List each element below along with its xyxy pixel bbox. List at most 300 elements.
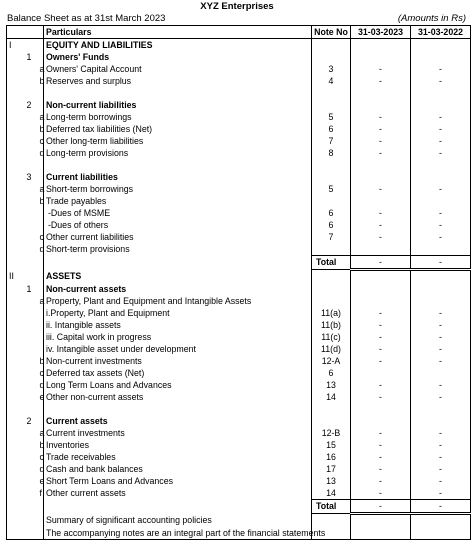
row-roman-numeral xyxy=(7,415,21,427)
row-note-no: 6 xyxy=(312,207,351,219)
row-note-no: 11(a) xyxy=(312,307,351,319)
row-roman-numeral xyxy=(7,379,21,391)
row-value-2023: - xyxy=(351,427,411,439)
table-row xyxy=(7,147,471,159)
row-note-no xyxy=(312,195,351,207)
row-value-2022 xyxy=(411,270,471,284)
row-section-number xyxy=(21,500,38,514)
row-value-2022: - xyxy=(411,487,471,500)
header-row xyxy=(7,26,471,39)
row-value-2023: - xyxy=(351,463,411,475)
row-section-number xyxy=(21,331,38,343)
row-roman-numeral xyxy=(7,195,21,207)
row-note-no: 3 xyxy=(312,63,351,75)
header-note-no: Note No xyxy=(312,26,351,39)
table-row xyxy=(7,514,471,528)
table-row xyxy=(7,39,471,52)
table-row xyxy=(7,219,471,231)
row-section-number xyxy=(21,343,38,355)
row-value-2022: - xyxy=(411,391,471,403)
table-row xyxy=(7,135,471,147)
row-particular: Non-current assets xyxy=(44,283,312,295)
row-section-number xyxy=(21,147,38,159)
row-note-no: 5 xyxy=(312,183,351,195)
table-row xyxy=(7,183,471,195)
row-value-2023: - xyxy=(351,451,411,463)
row-value-2023: - xyxy=(351,135,411,147)
row-value-2023 xyxy=(351,99,411,111)
row-roman-numeral xyxy=(7,63,21,75)
row-section-number xyxy=(21,391,38,403)
row-roman-numeral xyxy=(7,355,21,367)
row-value-2023: - xyxy=(351,475,411,487)
row-note-no xyxy=(312,171,351,183)
table-row xyxy=(7,451,471,463)
row-note-no: 15 xyxy=(312,439,351,451)
row-item-letter: b xyxy=(39,75,45,86)
row-value-2022: - xyxy=(411,451,471,463)
row-section-number xyxy=(21,63,38,75)
row-value-2023 xyxy=(351,403,411,415)
row-note-no: 4 xyxy=(312,75,351,87)
row-value-2022 xyxy=(411,415,471,427)
row-roman-numeral xyxy=(7,243,21,256)
row-section-number: 1 xyxy=(26,51,32,62)
table-row xyxy=(7,427,471,439)
row-roman-numeral xyxy=(7,500,21,514)
row-value-2023: - xyxy=(351,123,411,135)
row-value-2023: - xyxy=(351,391,411,403)
table-row xyxy=(7,331,471,343)
row-value-2023 xyxy=(351,171,411,183)
table-row xyxy=(7,159,471,171)
table-row xyxy=(7,171,471,183)
row-particular: Other current assets xyxy=(44,487,312,500)
row-section-number xyxy=(21,427,38,439)
row-section-number xyxy=(21,295,38,307)
table-row xyxy=(7,99,471,111)
row-item-letter: a xyxy=(39,295,45,306)
row-value-2023: - xyxy=(351,207,411,219)
row-particular xyxy=(44,500,312,514)
row-roman-numeral xyxy=(7,527,21,540)
row-particular: Inventories xyxy=(44,439,312,451)
row-item-letter: d xyxy=(39,379,45,390)
row-particular: Other non-current assets xyxy=(44,391,312,403)
row-value-2022: - xyxy=(411,355,471,367)
row-section-number xyxy=(21,159,38,171)
row-roman-numeral xyxy=(7,207,21,219)
row-roman-numeral xyxy=(7,123,21,135)
row-roman-numeral xyxy=(7,463,21,475)
table-row xyxy=(7,231,471,243)
row-value-2022: - xyxy=(411,135,471,147)
row-value-2022 xyxy=(411,283,471,295)
table-row xyxy=(7,403,471,415)
row-particular: EQUITY AND LIABILITIES xyxy=(44,39,312,52)
row-value-2022: - xyxy=(411,256,471,270)
row-section-number xyxy=(21,39,38,52)
row-item-letter: b xyxy=(39,195,45,206)
row-value-2023 xyxy=(351,270,411,284)
row-note-no: 11(b) xyxy=(312,319,351,331)
row-value-2022: - xyxy=(411,231,471,243)
row-particular: Short-term borrowings xyxy=(44,183,312,195)
row-value-2022 xyxy=(411,99,471,111)
row-value-2023: - xyxy=(351,439,411,451)
row-roman-numeral xyxy=(7,75,21,87)
row-note-no xyxy=(312,270,351,284)
row-value-2022: - xyxy=(411,111,471,123)
row-value-2022: - xyxy=(411,427,471,439)
row-item-letter: a xyxy=(39,111,45,122)
row-particular: Property, Plant and Equipment and Intangible Assets xyxy=(44,295,312,307)
row-item-letter: c xyxy=(39,231,44,242)
row-value-2022: - xyxy=(411,439,471,451)
row-value-2022 xyxy=(411,39,471,52)
table-row xyxy=(7,63,471,75)
row-roman-numeral: II xyxy=(7,270,21,284)
row-value-2022: - xyxy=(411,183,471,195)
row-particular: Summary of significant accounting policies xyxy=(44,514,312,528)
row-section-number xyxy=(21,463,38,475)
row-note-no: 6 xyxy=(312,219,351,231)
row-section-number xyxy=(21,319,38,331)
row-particular: Deferred tax liabilities (Net) xyxy=(44,123,312,135)
table-row xyxy=(7,207,471,219)
row-item-letter: b xyxy=(39,355,45,366)
row-roman-numeral xyxy=(7,367,21,379)
row-section-number xyxy=(21,379,38,391)
row-section-number xyxy=(21,87,38,99)
sheet-subtitle: Balance Sheet as at 31st March 2023 xyxy=(7,13,166,24)
row-item-letter: c xyxy=(39,367,44,378)
table-row xyxy=(7,270,471,284)
row-note-no: 7 xyxy=(312,135,351,147)
row-roman-numeral xyxy=(7,307,21,319)
row-roman-numeral xyxy=(7,439,21,451)
row-item-letter: f xyxy=(39,487,42,498)
row-note-no: 6 xyxy=(312,123,351,135)
row-item-letter: d xyxy=(39,147,45,158)
table-row xyxy=(7,391,471,403)
row-value-2022 xyxy=(411,514,471,528)
row-particular: Cash and bank balances xyxy=(44,463,312,475)
table-row xyxy=(7,295,471,307)
row-value-2023 xyxy=(351,295,411,307)
row-note-no xyxy=(312,99,351,111)
row-section-number xyxy=(21,243,38,256)
row-item-letter: c xyxy=(39,451,44,462)
row-section-number xyxy=(21,219,38,231)
row-section-number xyxy=(21,527,38,540)
row-value-2022 xyxy=(411,527,471,540)
row-value-2023: - xyxy=(351,355,411,367)
row-value-2023 xyxy=(351,51,411,63)
row-roman-numeral xyxy=(7,451,21,463)
row-particular: Trade payables xyxy=(44,195,312,207)
row-item-letter: a xyxy=(39,183,45,194)
row-note-no: 6 xyxy=(312,367,351,379)
row-roman-numeral xyxy=(7,147,21,159)
row-section-number xyxy=(21,367,38,379)
row-section-number: 3 xyxy=(26,171,32,182)
row-value-2022 xyxy=(411,243,471,256)
row-item-letter: d xyxy=(39,463,45,474)
table-row xyxy=(7,463,471,475)
company-name: XYZ Enterprises xyxy=(200,1,274,12)
row-value-2022: - xyxy=(411,307,471,319)
row-particular: Short-term provisions xyxy=(44,243,312,256)
row-particular: Long-term borrowings xyxy=(44,111,312,123)
table-row xyxy=(7,75,471,87)
row-item-letter: a xyxy=(39,427,45,438)
row-roman-numeral xyxy=(7,171,21,183)
header-particulars: Particulars xyxy=(44,26,312,39)
row-value-2022: - xyxy=(411,379,471,391)
row-value-2023: - xyxy=(351,307,411,319)
row-section-number xyxy=(21,514,38,528)
row-value-2022: - xyxy=(411,331,471,343)
row-value-2023 xyxy=(351,159,411,171)
row-section-number: 2 xyxy=(26,415,32,426)
row-particular xyxy=(44,159,312,171)
row-particular: -Dues of MSME xyxy=(44,207,312,219)
row-value-2022 xyxy=(411,51,471,63)
row-value-2022: - xyxy=(411,219,471,231)
row-value-2023 xyxy=(351,283,411,295)
row-particular: ASSETS xyxy=(44,270,312,284)
row-particular: Reserves and surplus xyxy=(44,75,312,87)
row-note-no xyxy=(312,243,351,256)
row-value-2023: - xyxy=(351,63,411,75)
row-item-letter: b xyxy=(39,123,45,134)
row-section-number: 2 xyxy=(26,99,32,110)
row-particular: Current assets xyxy=(44,415,312,427)
row-value-2023 xyxy=(351,415,411,427)
row-roman-numeral xyxy=(7,256,21,270)
row-value-2022: - xyxy=(411,63,471,75)
row-roman-numeral: I xyxy=(7,39,21,52)
row-section-number xyxy=(21,307,38,319)
row-particular: iii. Capital work in progress xyxy=(44,331,312,343)
row-section-number xyxy=(21,270,38,284)
row-item-letter: e xyxy=(39,475,45,486)
row-value-2022: - xyxy=(411,463,471,475)
row-particular: Deferred tax assets (Net) xyxy=(44,367,312,379)
row-value-2022: - xyxy=(411,123,471,135)
row-roman-numeral xyxy=(7,51,21,63)
row-value-2023 xyxy=(351,87,411,99)
row-particular: Long-term provisions xyxy=(44,147,312,159)
table-row xyxy=(7,487,471,500)
row-value-2023: - xyxy=(351,500,411,514)
header-year-2023: 31-03-2023 xyxy=(351,26,411,39)
row-note-no xyxy=(312,514,351,528)
row-value-2023 xyxy=(351,514,411,528)
row-roman-numeral xyxy=(7,514,21,528)
row-value-2022 xyxy=(411,195,471,207)
row-note-no: 14 xyxy=(312,391,351,403)
row-roman-numeral xyxy=(7,319,21,331)
total-row xyxy=(7,256,471,270)
row-value-2023 xyxy=(351,39,411,52)
row-section-number xyxy=(21,439,38,451)
table-row xyxy=(7,439,471,451)
row-roman-numeral xyxy=(7,219,21,231)
row-value-2022 xyxy=(411,171,471,183)
row-particular: Current liabilities xyxy=(44,171,312,183)
row-roman-numeral xyxy=(7,159,21,171)
row-roman-numeral xyxy=(7,87,21,99)
row-particular xyxy=(44,87,312,99)
table-row xyxy=(7,527,471,540)
row-note-no xyxy=(312,87,351,99)
row-section-number xyxy=(21,355,38,367)
row-value-2023: - xyxy=(351,147,411,159)
row-particular: The accompanying notes are an integral part of the financial statements xyxy=(44,527,312,540)
row-roman-numeral xyxy=(7,343,21,355)
row-note-no xyxy=(312,295,351,307)
row-particular: iv. Intangible asset under development xyxy=(44,343,312,355)
row-section-number xyxy=(21,135,38,147)
row-value-2023 xyxy=(351,243,411,256)
row-value-2023: - xyxy=(351,487,411,500)
row-value-2022 xyxy=(411,403,471,415)
row-particular xyxy=(44,256,312,270)
row-note-no: 7 xyxy=(312,231,351,243)
row-value-2023: - xyxy=(351,319,411,331)
row-particular: Short Term Loans and Advances xyxy=(44,475,312,487)
row-section-number xyxy=(21,403,38,415)
row-section-number xyxy=(21,451,38,463)
row-note-no: Total xyxy=(312,256,351,270)
row-roman-numeral xyxy=(7,427,21,439)
row-note-no: 13 xyxy=(312,475,351,487)
row-roman-numeral xyxy=(7,99,21,111)
row-particular: Non-current liabilities xyxy=(44,99,312,111)
total-row xyxy=(7,500,471,514)
row-note-no: Total xyxy=(312,500,351,514)
row-note-no xyxy=(312,415,351,427)
row-item-letter: e xyxy=(39,391,45,402)
row-particular: Owners' Capital Account xyxy=(44,63,312,75)
row-particular: i.Property, Plant and Equipment xyxy=(44,307,312,319)
row-value-2023 xyxy=(351,195,411,207)
row-roman-numeral xyxy=(7,403,21,415)
row-roman-numeral xyxy=(7,111,21,123)
table-row xyxy=(7,111,471,123)
row-value-2023: - xyxy=(351,219,411,231)
row-section-number xyxy=(21,75,38,87)
table-row xyxy=(7,475,471,487)
table-row xyxy=(7,243,471,256)
row-item-letter: c xyxy=(39,135,44,146)
row-note-no: 14 xyxy=(312,487,351,500)
row-particular: Non-current investments xyxy=(44,355,312,367)
table-row xyxy=(7,195,471,207)
row-note-no: 5 xyxy=(312,111,351,123)
row-value-2022 xyxy=(411,295,471,307)
row-note-no: 12-B xyxy=(312,427,351,439)
row-value-2022: - xyxy=(411,343,471,355)
row-value-2022 xyxy=(411,367,471,379)
table-row xyxy=(7,51,471,63)
row-roman-numeral xyxy=(7,135,21,147)
row-note-no: 11(c) xyxy=(312,331,351,343)
row-note-no: 13 xyxy=(312,379,351,391)
row-particular: Current investments xyxy=(44,427,312,439)
row-roman-numeral xyxy=(7,283,21,295)
row-value-2022 xyxy=(411,159,471,171)
row-section-number xyxy=(21,111,38,123)
row-value-2023: - xyxy=(351,343,411,355)
row-value-2022: - xyxy=(411,147,471,159)
row-particular: Other long-term liabilities xyxy=(44,135,312,147)
row-note-no: 8 xyxy=(312,147,351,159)
row-value-2023 xyxy=(351,367,411,379)
row-particular: Owners' Funds xyxy=(44,51,312,63)
row-roman-numeral xyxy=(7,183,21,195)
table-row xyxy=(7,355,471,367)
row-value-2023: - xyxy=(351,111,411,123)
row-value-2022: - xyxy=(411,319,471,331)
table-row xyxy=(7,307,471,319)
amounts-note: (Amounts in Rs) xyxy=(397,13,466,24)
row-value-2023: - xyxy=(351,331,411,343)
row-particular xyxy=(44,403,312,415)
row-value-2022: - xyxy=(411,500,471,514)
table-row xyxy=(7,87,471,99)
row-roman-numeral xyxy=(7,391,21,403)
table-row xyxy=(7,379,471,391)
row-value-2022: - xyxy=(411,207,471,219)
table-row xyxy=(7,123,471,135)
table-row xyxy=(7,283,471,295)
row-section-number xyxy=(21,475,38,487)
row-roman-numeral xyxy=(7,231,21,243)
row-section-number xyxy=(21,231,38,243)
row-section-number xyxy=(21,183,38,195)
row-particular: Long Term Loans and Advances xyxy=(44,379,312,391)
row-note-no xyxy=(312,39,351,52)
row-item-letter: a xyxy=(39,63,45,74)
row-roman-numeral xyxy=(7,487,21,500)
row-note-no: 16 xyxy=(312,451,351,463)
row-particular: ii. Intangible assets xyxy=(44,319,312,331)
row-value-2023: - xyxy=(351,231,411,243)
row-value-2022 xyxy=(411,87,471,99)
row-particular: -Dues of others xyxy=(44,219,312,231)
row-value-2022: - xyxy=(411,475,471,487)
row-section-number xyxy=(21,207,38,219)
row-note-no: 11(d) xyxy=(312,343,351,355)
row-value-2023: - xyxy=(351,75,411,87)
row-note-no: 17 xyxy=(312,463,351,475)
row-roman-numeral xyxy=(7,475,21,487)
row-section-number: 1 xyxy=(26,283,32,294)
row-item-letter: d xyxy=(39,243,45,254)
table-row xyxy=(7,367,471,379)
table-row xyxy=(7,415,471,427)
row-item-letter: b xyxy=(39,439,45,450)
row-note-no xyxy=(312,283,351,295)
row-value-2023: - xyxy=(351,256,411,270)
row-note-no xyxy=(312,159,351,171)
row-roman-numeral xyxy=(7,331,21,343)
row-section-number xyxy=(21,256,38,270)
balance-sheet-table xyxy=(6,25,471,540)
